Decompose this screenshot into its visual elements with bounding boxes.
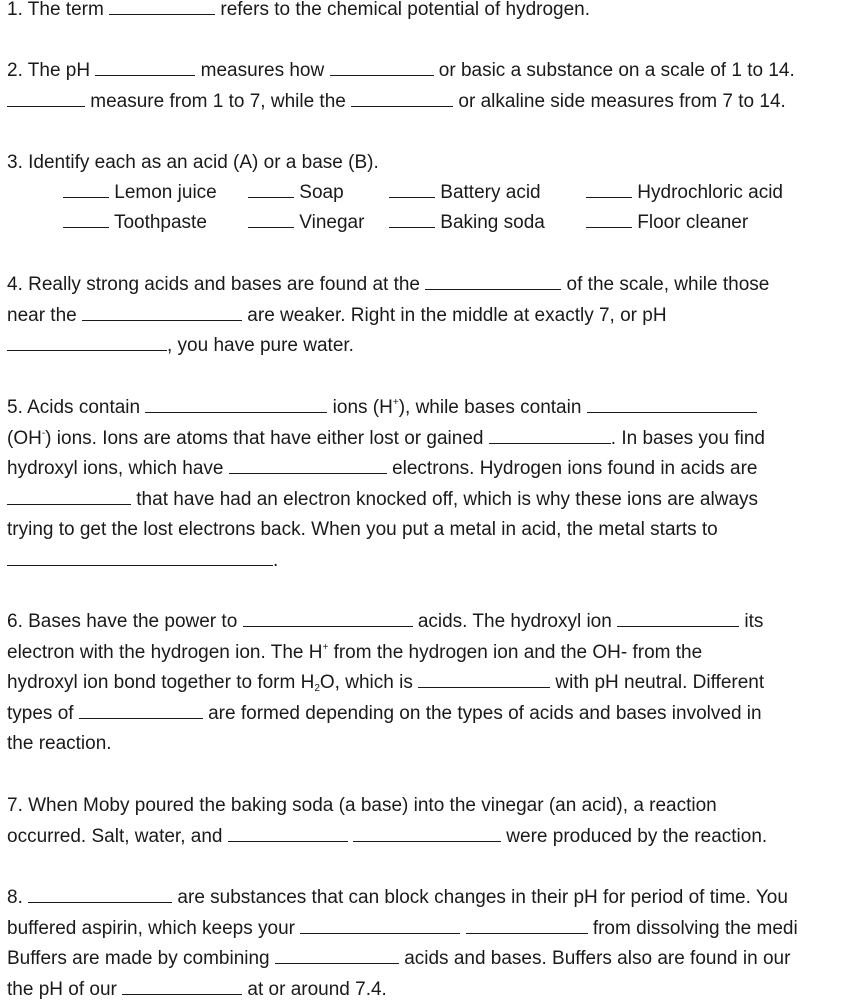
q3-blank[interactable] [586,180,632,198]
q8-text: are substances that can block changes in their pH for period of time. You [177,887,788,908]
q3-item: Baking soda [440,212,545,233]
q7-blank-2[interactable] [353,824,501,842]
q3-prompt: 3. Identify each as an acid (A) or a base (B). [7,152,379,173]
q8-text: the pH of our [7,978,117,1000]
question-3 [7,148,862,179]
q6-text: electron with the hydrogen ion. The H [7,641,323,663]
q8-blank-5[interactable] [122,977,242,995]
q2-text: measures how [200,60,325,81]
q5-superscript: + [392,397,399,408]
q7-blank-1[interactable] [228,824,348,842]
q5-text: ions (H [332,397,393,418]
q3-blank[interactable] [586,210,632,228]
q5-blank-2[interactable] [587,395,757,413]
q8-blank-2[interactable] [300,916,460,934]
question-2 [7,56,862,117]
q6-text: with pH neutral. Different [555,672,765,693]
q8-text: Buffers are made by combining [7,948,270,969]
q8-text: at or around 7.4. [247,978,387,1000]
q4-text: , you have pure water. [167,335,354,356]
question-8 [7,883,862,1005]
q5-text: that have had an electron knocked off, which is why these ions are always [136,488,759,510]
q6-subscript: 2 [314,683,320,694]
q6-text: from the hydrogen ion and the OH- from the [333,641,703,663]
q6-blank-3[interactable] [418,670,550,688]
q8-blank-3[interactable] [466,916,588,934]
q5-text: electrons. Hydrogen ions found in acids are [392,458,758,479]
q4-text: near the [7,304,77,326]
q2-blank-3[interactable] [7,89,85,107]
q5-blank-3[interactable] [489,426,611,444]
q4-text: are weaker. Right in the middle at exactly 7, or pH [247,304,667,326]
q2-text: or alkaline side measures from 7 to 14. [458,90,786,112]
q6-superscript: + [322,641,329,653]
q3-blank[interactable] [63,180,109,198]
question-7 [7,791,862,852]
q2-blank-2[interactable] [330,58,434,76]
q8-text: 8. [7,887,23,908]
question-5 [7,393,862,576]
q6-text: hydroxyl ion bond together to form H [7,672,315,693]
q6-blank-2[interactable] [617,609,739,627]
q6-text: acids. The hydroxyl ion [417,611,612,632]
q7-text: 7. When Moby poured the baking soda (a base) into the vinegar (an acid), a reaction [7,795,717,816]
q7-text: were produced by the reaction. [506,825,768,847]
q1-blank[interactable] [109,0,215,15]
q5-blank-6[interactable] [7,548,273,566]
q3-item: Floor cleaner [637,212,749,233]
q5-text: trying to get the lost electrons back. When you put a metal in acid, the metal starts to [7,519,718,540]
q8-text: buffered aspirin, which keeps your [7,917,295,939]
q3-blank[interactable] [389,180,435,198]
q6-text: are formed depending on the types of acids and bases involved in [208,702,762,724]
q6-text: its [744,611,764,632]
q1-prefix: 1. The term [7,0,104,20]
q4-text: 4. Really strong acids and bases are found at the [7,274,420,295]
q4-text: of the scale, while those [566,274,770,295]
q2-blank-1[interactable] [95,58,195,76]
q6-blank-1[interactable] [243,609,413,627]
q6-text: the reaction. [7,733,112,754]
q3-item: Toothpaste [113,212,207,233]
q3-item: Battery acid [440,182,541,203]
q3-item: Soap [299,182,344,203]
q3-item: Lemon juice [114,182,217,203]
q3-blank[interactable] [248,210,294,228]
q3-blank[interactable] [248,180,294,198]
q5-text: . [273,549,279,571]
q3-blank[interactable] [389,210,435,228]
q5-text: 5. Acids contain [7,397,141,418]
q2-text: or basic a substance on a scale of 1 to 14. [438,60,795,81]
q5-superscript: - [41,427,46,439]
q8-blank-4[interactable] [275,946,399,964]
q5-blank-5[interactable] [7,487,131,505]
q3-item: Vinegar [299,212,365,233]
q1-text: refers to the chemical potential of hydrogen. [220,0,591,20]
q5-text: . In bases you find [610,427,765,449]
q7-text: occurred. Salt, water, and [7,825,223,847]
q6-blank-4[interactable] [79,701,203,719]
q2-text: measure from 1 to 7, while the [90,90,346,112]
q5-blank-4[interactable] [229,456,387,474]
q2-text: 2. The pH [7,60,91,81]
q3-blank[interactable] [63,210,109,228]
q6-text: 6. Bases have the power to [7,611,238,632]
q4-blank-2[interactable] [82,303,242,321]
q6-text: O, which is [319,672,413,693]
question-4 [7,270,862,362]
q2-blank-4[interactable] [351,89,453,107]
q6-text: types of [7,702,74,724]
question-1 [7,0,862,26]
q3-item: Hydrochloric acid [637,182,784,203]
question-6 [7,607,862,760]
q5-text: (OH [7,427,42,449]
q5-blank-1[interactable] [145,395,327,413]
q4-blank-3[interactable] [7,333,167,351]
q8-text: acids and bases. Buffers also are found in our [404,948,791,969]
q5-text: ), while bases contain [398,397,582,418]
q8-blank-1[interactable] [28,885,172,903]
q5-text: ) ions. Ions are atoms that have either lost or gained [45,427,484,449]
q5-text: hydroxyl ions, which have [7,458,224,479]
q4-blank-1[interactable] [425,272,561,290]
q8-text: from dissolving the medi [592,917,798,939]
